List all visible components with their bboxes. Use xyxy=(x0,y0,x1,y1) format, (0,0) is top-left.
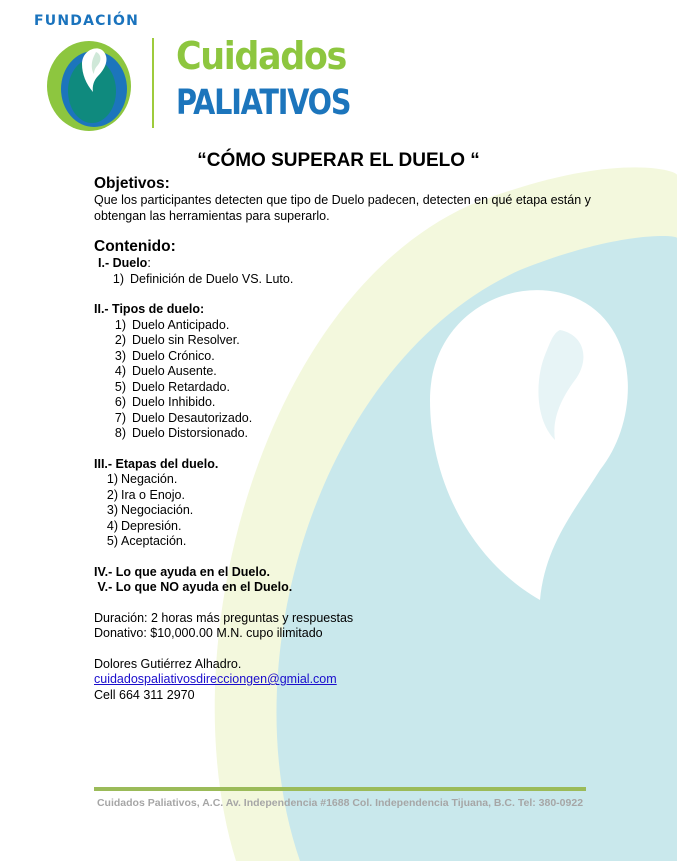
brand-name-cuidados: Cuidados xyxy=(176,34,346,78)
logo-divider xyxy=(152,38,154,128)
list-item-number: 5) xyxy=(106,534,118,548)
list-item xyxy=(94,488,594,504)
objetivos-text: Que los participantes detecten que tipo de Duelo padecen, detecten en qué etapa están y obtengan las herramientas para superarlo. xyxy=(94,193,591,223)
document-title: “CÓMO SUPERAR EL DUELO “ xyxy=(197,150,480,171)
section-title-suffix: : xyxy=(147,256,151,270)
contenido-heading: Contenido: xyxy=(94,238,176,255)
list-item-text: Ira o Enojo. xyxy=(121,487,185,502)
logo-drop-icon xyxy=(46,34,136,132)
section-title-text: I.- Duelo xyxy=(98,256,148,270)
objetivos-heading: Objetivos: xyxy=(94,175,170,192)
document-body xyxy=(94,175,594,703)
contact-email-link[interactable]: cuidadospaliativosdirecciongen@gmial.com xyxy=(94,672,337,686)
list-item-number: 7) xyxy=(114,410,126,425)
list-item-text: Definición de Duelo VS. Luto. xyxy=(130,271,294,286)
list-item xyxy=(94,380,594,396)
section-list xyxy=(94,472,594,550)
list-item-number: 1) xyxy=(114,317,126,332)
list-item-number: 3) xyxy=(114,348,126,363)
list-item-number: 5) xyxy=(114,379,126,394)
list-item-text: Duelo Anticipado. xyxy=(132,317,230,332)
list-item-text: Duelo sin Resolver. xyxy=(132,333,240,347)
list-item xyxy=(94,395,594,411)
list-item-text: Duelo Distorsionado. xyxy=(132,426,249,440)
list-item xyxy=(94,503,594,519)
list-item-number: 1) xyxy=(106,472,118,486)
fundacion-label: FUNDACIÓN xyxy=(34,13,140,29)
section-title: V.- Lo que NO ayuda en el Duelo. xyxy=(94,580,293,594)
list-item-number: 4) xyxy=(114,364,126,378)
footer-rule xyxy=(94,787,586,791)
list-item-text: Negociación. xyxy=(121,503,194,517)
list-item-text: Duelo Retardado. xyxy=(132,379,230,394)
section-list xyxy=(94,318,594,442)
list-item xyxy=(94,272,594,288)
list-item xyxy=(94,333,594,349)
donation-text: Donativo: $10,000.00 M.N. cupo ilimitado xyxy=(94,626,323,640)
list-item xyxy=(94,426,594,442)
list-item xyxy=(94,318,594,334)
list-item-number: 4) xyxy=(106,518,118,533)
list-item-number: 2) xyxy=(114,333,126,347)
section-title: II.- Tipos de duelo: xyxy=(94,302,205,316)
footer-address: Cuidados Paliativos, A.C. Av. Independencia #1688 Col. Independencia Tijuana, B.C. Tel: 380-0922 xyxy=(96,797,584,809)
list-item xyxy=(94,534,594,550)
section-title: IV.- Lo que ayuda en el Duelo. xyxy=(94,564,270,579)
list-item-text: Duelo Inhibido. xyxy=(132,395,216,409)
list-item xyxy=(94,411,594,427)
list-item-text: Aceptación. xyxy=(121,534,187,548)
brand-name-paliativos: PALIATIVOS xyxy=(176,83,351,123)
contact-phone: Cell 664 311 2970 xyxy=(94,687,195,702)
list-item xyxy=(94,364,594,380)
list-item-text: Negación. xyxy=(121,472,178,486)
list-item xyxy=(94,349,594,365)
list-item-text: Duelo Ausente. xyxy=(132,364,217,378)
list-item-number: 8) xyxy=(114,426,126,440)
list-item-number: 3) xyxy=(106,503,118,517)
duration-text: Duración: 2 horas más preguntas y respuestas xyxy=(94,610,354,625)
contact-name: Dolores Gutiérrez Alhadro. xyxy=(94,656,242,671)
section-list xyxy=(94,272,594,288)
list-item-text: Depresión. xyxy=(121,518,182,533)
list-item-number: 2) xyxy=(106,487,118,502)
list-item-number: 6) xyxy=(114,395,126,409)
list-item-text: Duelo Crónico. xyxy=(132,348,215,363)
list-item-number: 1) xyxy=(112,271,124,286)
section-title xyxy=(94,256,594,272)
list-item xyxy=(94,519,594,535)
list-item-text: Duelo Desautorizado. xyxy=(132,410,253,425)
section-title: III.- Etapas del duelo. xyxy=(94,456,219,471)
list-item xyxy=(94,472,594,488)
